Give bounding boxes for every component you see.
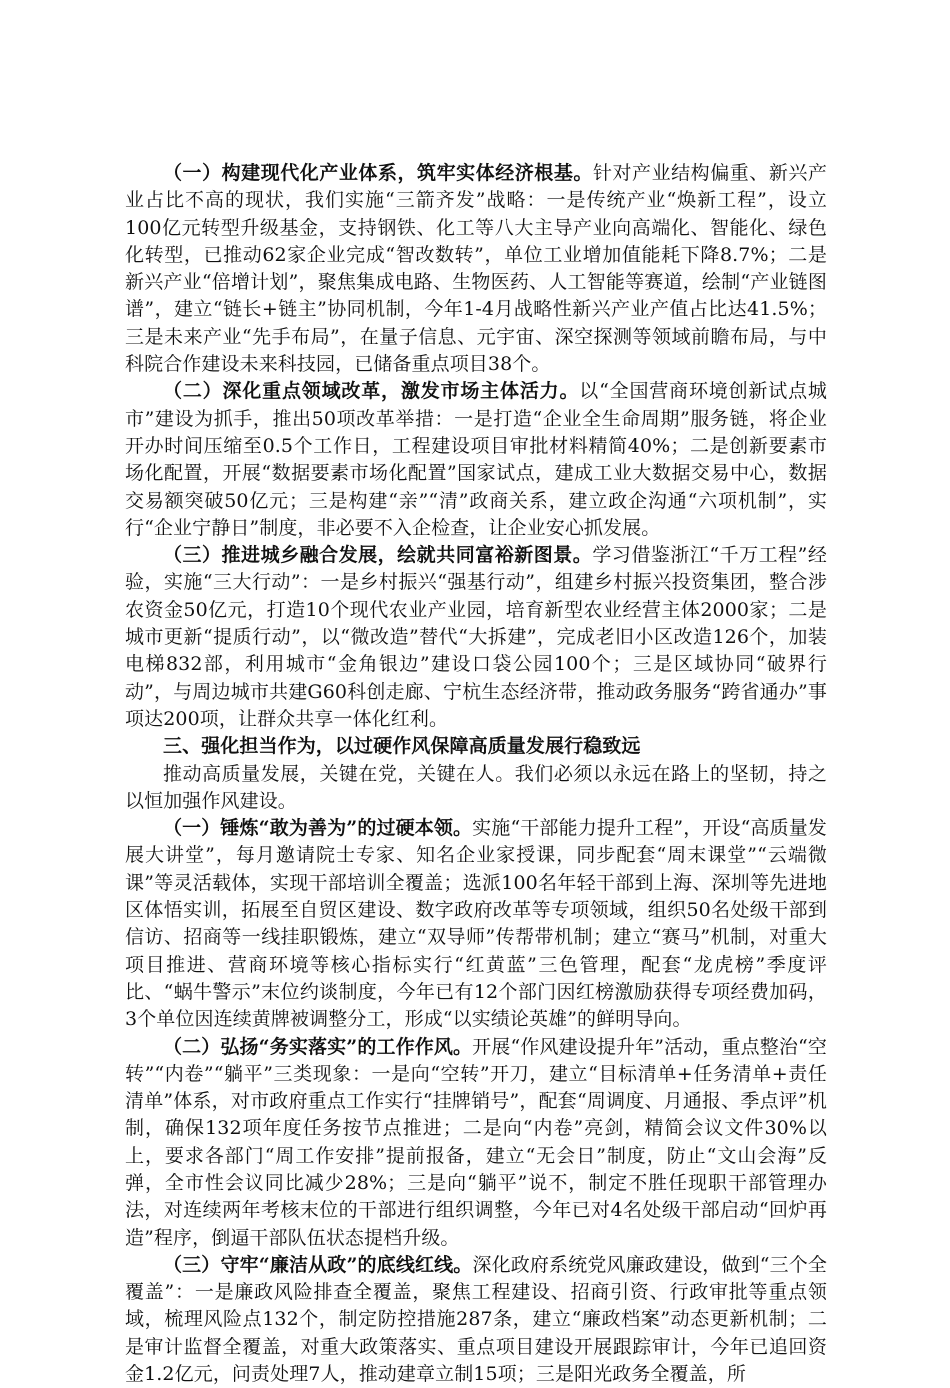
paragraph-lead: （二）深化重点领域改革，激发市场主体活力。: [163, 380, 580, 403]
paragraph-integrity: [125, 1252, 827, 1388]
paragraph-body: 推动高质量发展，关键在党，关键在人。我们必须以永远在路上的坚韧，持之以恒加强作风建设。: [125, 762, 827, 812]
paragraph-body: 学习借鉴浙江“千万工程”经验，实施“三大行动”：一是乡村振兴“强基行动”，组建乡村振兴投资集团，整合涉农资金50亿元，打造10个现代农业产业园，培育新型农业经营主体2000家；二是城市更新“提质行动”，以“微改造”替代“大拆建”，完成老旧小区改造126个，加装电梯832部，利用城市“金角银边”建设口袋公园100个；三是区域协同“破界行动”，与周边城市共建G60科创走廊、宁杭生态经济带，推动政务服务“跨省通办”事项达200项，让群众共享一体化红利。: [125, 544, 828, 730]
paragraph-urban-rural: [125, 542, 827, 733]
paragraph-intro: [125, 761, 827, 816]
section-heading: 三、强化担当作为，以过硬作风保障高质量发展行稳致远: [163, 735, 641, 758]
paragraph-work-style: [125, 1034, 827, 1252]
document-page: [125, 160, 827, 1388]
paragraph-body: 针对产业结构偏重、新兴产业占比不高的现状，我们实施“三箭齐发”战略：一是传统产业“焕新工程”，设立100亿元转型升级基金，支持钢铁、化工等八大主导产业向高端化、智能化、绿色化转型，已推动62家企业完成“智改数转”，单位工业增加值能耗下降8.7%；二是新兴产业“倍增计划”，聚焦集成电路、生物医药、人工智能等赛道，绘制“产业链图谱”，建立“链长+链主”协同机制，今年1-4月战略性新兴产业产值占比达41.5%；三是未来产业“先手布局”，在量子信息、元宇宙、深空探测等领域前瞻布局，与中科院合作建设未来科技园，已储备重点项目38个。: [125, 162, 828, 376]
paragraph-body: 以“全国营商环境创新试点城市”建设为抓手，推出50项改革举措：一是打造“企业全生命周期”服务链，将企业开办时间压缩至0.5个工作日，工程建设项目审批材料精简40%；二是创新要素市场化配置，开展“数据要素市场化配置”国家试点，建成工业大数据交易中心，数据交易额突破50亿元；三是构建“亲”“清”政商关系，建立政企沟通“六项机制”，实行“企业宁静日”制度，非必要不入企检查，让企业安心抓发展。: [125, 380, 827, 539]
paragraph-capability: [125, 815, 827, 1033]
paragraph-reform: [125, 378, 827, 542]
paragraph-body: 开展“作风建设提升年”活动，重点整治“空转”“内卷”“躺平”三类现象：一是向“空转”开刀，建立“目标清单+任务清单+责任清单”体系，对市政府重点工作实行“挂牌销号”，配套“周调度、月通报、季点评”机制，确保132项年度任务按节点推进；二是向“内卷”亮剑，精简会议文件30%以上，要求各部门“周工作安排”提前报备，建立“无会日”制度，防止“文山会海”反弹，全市性会议同比减少28%；三是向“躺平”说不，制定不胜任现职干部管理办法，对连续两年考核末位的干部进行组织调整，今年已对4名处级干部启动“回炉再造”程序，倒逼干部队伍状态提档升级。: [125, 1035, 827, 1249]
paragraph-lead: （二）弘扬“务实落实”的工作作风。: [163, 1035, 473, 1058]
paragraph-lead: （一）构建现代化产业体系，筑牢实体经济根基。: [163, 162, 593, 184]
paragraph-body: 实施“干部能力提升工程”，开设“高质量发展大讲堂”，每月邀请院士专家、知名企业家授课，同步配套“周末课堂”“云端微课”等灵活载体，实现干部培训全覆盖；选派100名年轻干部到上海、深圳等先进地区体悟实训，拓展至自贸区建设、数字政府改革等专项领域，组织50名处级干部到信访、招商等一线挂职锻炼，建立“双导师”传帮带机制；建立“赛马”机制，对重大项目推进、营商环境等核心指标实行“红黄蓝”三色管理，配套“龙虎榜”季度评比、“蜗牛警示”末位约谈制度，今年已有12个部门因红榜激励获得专项经费加码，3个单位因连续黄牌被调整分工，形成“以实绩论英雄”的鲜明导向。: [125, 817, 827, 1031]
paragraph-lead: （一）锤炼“敢为善为”的过硬本领。: [163, 817, 473, 840]
paragraph-industry-system: [125, 160, 827, 378]
paragraph-lead: （三）推进城乡融合发展，绘就共同富裕新图景。: [163, 544, 593, 567]
paragraph-body: 深化政府系统党风廉政建设，做到“三个全覆盖”：一是廉政风险排查全覆盖，聚焦工程建设、招商引资、行政审批等重点领域，梳理风险点132个，制定防控措施287条，建立“廉政档案”动态更新机制；二是审计监督全覆盖，对重大政策落实、重点项目建设开展跟踪审计，今年已追回资金1.2亿元，问责处理7人，推动建章立制15项；三是阳光政务全覆盖，所: [125, 1253, 827, 1386]
paragraph-lead: （三）守牢“廉洁从政”的底线红线。: [163, 1253, 473, 1276]
